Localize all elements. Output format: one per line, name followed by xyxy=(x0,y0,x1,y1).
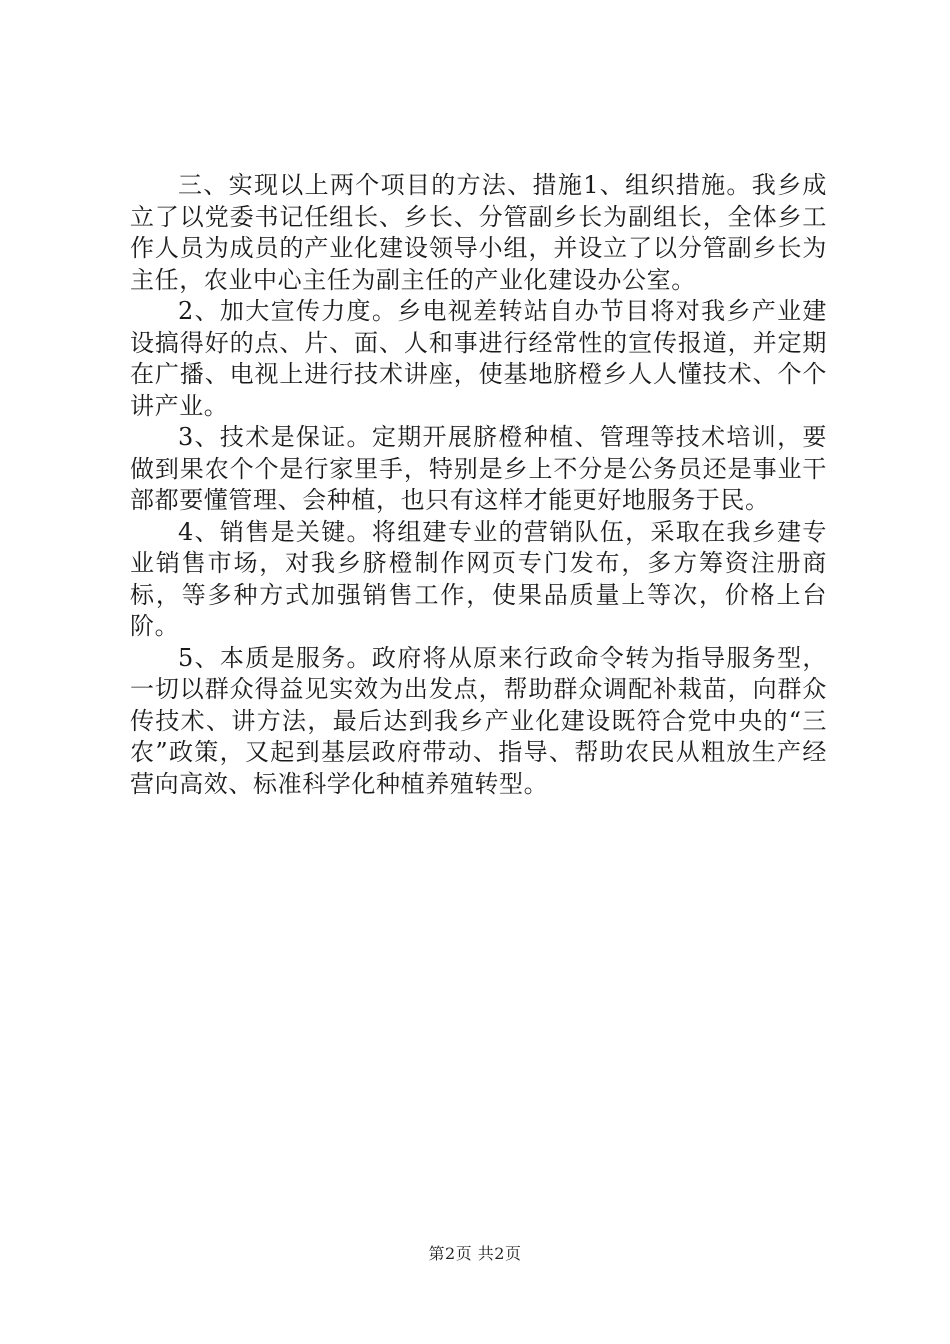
paragraph-technology: 3、技术是保证。定期开展脐橙种植、管理等技术培训，要做到果农个个是行家里手，特别是乡上不分是公务员还是事业干部都要懂管理、会种植，也只有这样才能更好地服务于民。 xyxy=(130,423,827,514)
paragraph-sales: 4、销售是关键。将组建专业的营销队伍，采取在我乡建专业销售市场，对我乡脐橙制作网页专门发布，多方筹资注册商标，等多种方式加强销售工作，使果品质量上等次，价格上台阶。 xyxy=(130,517,827,640)
paragraph-service: 5、本质是服务。政府将从原来行政命令转为指导服务型，一切以群众得益见实效为出发点，帮助群众调配补栽苗，向群众传技术、讲方法，最后达到我乡产业化建设既符合党中央的“三农”政策，又起到基层政府带动、指导、帮助农民从粗放生产经营向高效、标准科学化种植养殖转型。 xyxy=(130,643,827,798)
paragraph-publicity: 2、加大宣传力度。乡电视差转站自办节目将对我乡产业建设搞得好的点、片、面、人和事进行经常性的宣传报道，并定期在广播、电视上进行技术讲座，使基地脐橙乡人人懂技术、个个讲产业。 xyxy=(130,297,827,420)
document-body xyxy=(130,170,827,800)
paragraph-methods: 三、实现以上两个项目的方法、措施1、组织措施。我乡成立了以党委书记任组长、乡长、分管副乡长为副组长，全体乡工作人员为成员的产业化建设领导小组，并设立了以分管副乡长为主任，农业中心主任为副主任的产业化建设办公室。 xyxy=(130,171,827,294)
page-number-footer: 第2页 共2页 xyxy=(428,1244,522,1263)
